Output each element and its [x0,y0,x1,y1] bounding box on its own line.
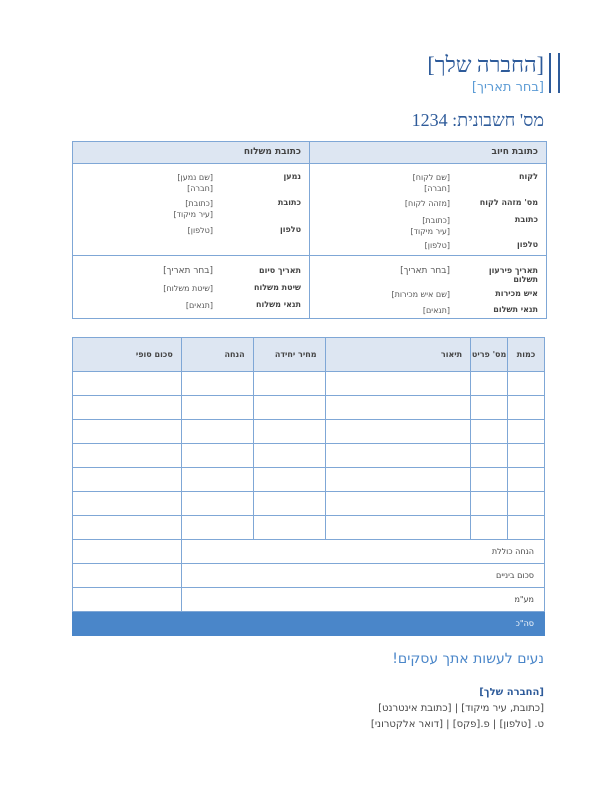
thank-you-message: נעים לעשות אתך עסקים! [392,651,544,667]
item-cell[interactable] [508,492,545,516]
due-date[interactable]: [בחר תאריך] [400,266,450,276]
item-cell[interactable] [508,516,545,540]
item-cell[interactable] [253,492,325,516]
item-cell[interactable] [471,396,508,420]
total-discount-value[interactable] [73,540,182,564]
customer-label: לקוח [519,172,538,181]
ship-terms[interactable]: [תנאים] [185,301,213,310]
billing-address[interactable]: [כתובת] [422,216,450,225]
info-divider [73,255,546,256]
subtotal-label: סכום ביניים [181,564,544,588]
recipient-company[interactable]: [חברה] [187,184,213,193]
grand-total-value[interactable] [73,612,182,636]
item-cell[interactable] [181,420,253,444]
item-row [73,468,545,492]
subtotal-row [73,564,545,588]
vat-row [73,588,545,612]
items-table [72,337,545,636]
address-section [72,141,547,319]
item-cell[interactable] [73,444,182,468]
item-cell[interactable] [253,372,325,396]
billing-address-label: כתובת [514,215,538,224]
billing-phone[interactable]: [טלפון] [424,241,450,250]
item-cell[interactable] [325,396,471,420]
item-cell[interactable] [181,468,253,492]
item-row [73,516,545,540]
item-cell[interactable] [253,468,325,492]
billing-phone-label: טלפון [516,240,538,249]
shipping-address[interactable]: [כתובת] [185,199,213,208]
item-cell[interactable] [181,444,253,468]
item-cell[interactable] [471,444,508,468]
brand-bar [549,53,560,93]
sales-label: איש מכירות [495,289,538,298]
shipping-address-label: כתובת [277,198,301,207]
item-cell[interactable] [325,420,471,444]
item-cell[interactable] [253,444,325,468]
end-date[interactable]: [בחר תאריך] [163,266,213,276]
item-cell[interactable] [73,492,182,516]
item-cell[interactable] [325,372,471,396]
company-name[interactable]: [החברה שלך] [427,52,544,77]
item-cell[interactable] [325,516,471,540]
col-unit-price: מחיר יחידה [253,338,325,372]
items-header-row [73,338,545,372]
col-line-total: סכום סופי [73,338,182,372]
item-cell[interactable] [471,468,508,492]
item-cell[interactable] [181,372,253,396]
item-row [73,444,545,468]
footer-company[interactable]: [החברה שלך] [479,687,544,698]
item-cell[interactable] [471,516,508,540]
invoice-date[interactable]: [בחר תאריך] [471,80,544,95]
invoice-number: מס' חשבונית: 1234 [411,110,544,130]
item-cell[interactable] [325,492,471,516]
col-qty: כמות [508,338,545,372]
col-item-no: מס' פריט [471,338,508,372]
item-cell[interactable] [471,492,508,516]
total-discount-label: הנחה כוללת [181,540,544,564]
customer-company[interactable]: [חברה] [424,184,450,193]
item-row [73,372,545,396]
ship-terms-label: תנאי משלוח [256,300,301,309]
grand-total-label: סה"כ [181,612,544,636]
item-cell[interactable] [181,516,253,540]
grand-total-row [73,612,545,636]
cust-id-label: מס' מזהה לקוח [479,198,538,207]
total-discount-row [73,540,545,564]
item-cell[interactable] [73,516,182,540]
due-date-label: תאריך פירעון תשלום [488,266,538,284]
item-cell[interactable] [508,396,545,420]
ship-method[interactable]: [שיטת משלוח] [163,284,213,293]
ship-method-label: שיטת משלוח [253,283,301,292]
pay-terms-label: תנאי תשלום [493,305,538,314]
shipping-city[interactable]: [עיר מיקוד] [173,210,213,219]
item-row [73,396,545,420]
shipping-phone[interactable]: [טלפון] [187,226,213,235]
item-cell[interactable] [325,444,471,468]
vat-value[interactable] [73,588,182,612]
item-cell[interactable] [253,420,325,444]
item-cell[interactable] [508,444,545,468]
customer-name[interactable]: [שם לקוח] [412,173,450,182]
billing-heading: כתובת חיוב [310,142,546,164]
billing-column [309,142,546,318]
billing-city[interactable]: [עיר מיקוד] [410,227,450,236]
recipient-label: נמען [283,172,301,181]
item-cell[interactable] [253,516,325,540]
item-cell[interactable] [508,468,545,492]
item-cell[interactable] [508,420,545,444]
vat-label: מע"מ [181,588,544,612]
shipping-column [73,142,309,318]
pay-terms[interactable]: [תנאים] [422,306,450,315]
item-cell[interactable] [471,420,508,444]
end-date-label: תאריך סיום [259,266,301,275]
item-cell[interactable] [73,468,182,492]
item-cell[interactable] [508,372,545,396]
subtotal-value[interactable] [73,564,182,588]
shipping-heading: כתובת משלוח [73,142,309,164]
item-cell[interactable] [471,372,508,396]
item-cell[interactable] [181,492,253,516]
item-cell[interactable] [73,420,182,444]
col-description: תיאור [325,338,471,372]
footer-contact[interactable]: ט. [טלפון] | פ.[פקס] | [דואר אלקטרוני] [370,719,544,730]
item-cell[interactable] [73,396,182,420]
item-cell[interactable] [181,396,253,420]
footer-address[interactable]: [כתובת, עיר מיקוד] | [כתובת אינטרנט] [378,703,544,714]
item-cell[interactable] [253,396,325,420]
sales-person[interactable]: [שם איש מכירות] [391,290,450,299]
col-discount: הנחה [181,338,253,372]
item-row [73,420,545,444]
item-cell[interactable] [325,468,471,492]
cust-id[interactable]: [מזהה לקוח] [404,199,450,208]
recipient-name[interactable]: [שם נמען] [177,173,213,182]
item-row [73,492,545,516]
shipping-phone-label: טלפון [279,225,301,234]
item-cell[interactable] [73,372,182,396]
